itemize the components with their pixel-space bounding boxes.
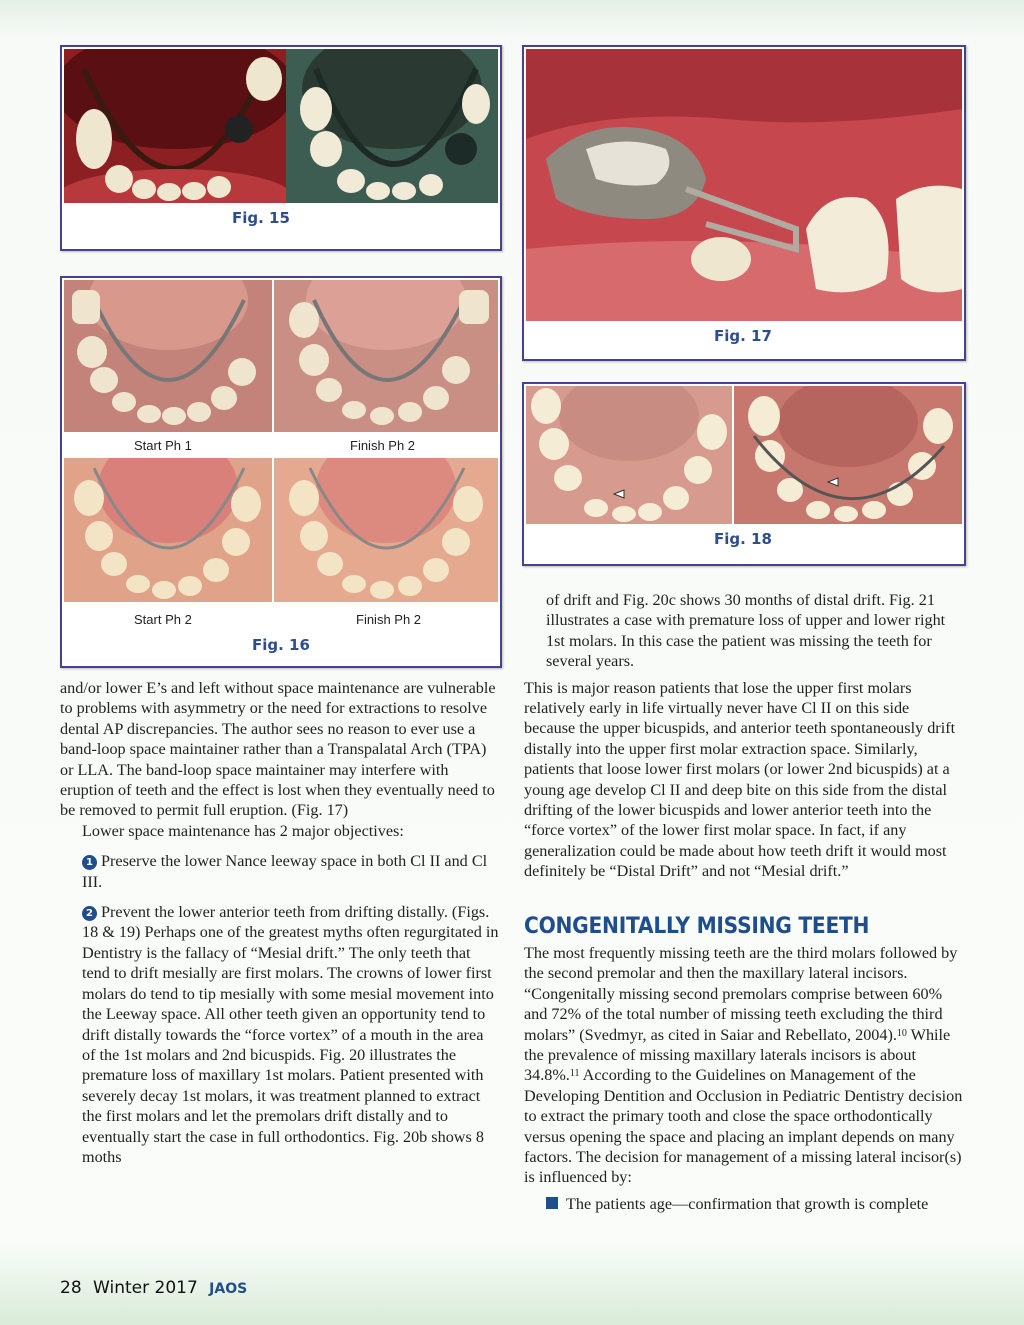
right-paragraph-2-text: This is major reason patients that lose the upper first molars relatively early in life virtually never have Cl II on this side because the upper bicuspids, and anterior teeth spontaneously drift distally into the upper first molar extraction space. Similarly, patients that loose lower first molars (or lower 2nd bicuspids) at a young age develop Cl II and deep bite on this side from the distal drifting of the lower bicuspids and lower anterior teeth into the “force vortex” of the lower first molar space. In fact, if any generalization could be made about how teeth drift it would most definitely be “Distal Drift” and not “Mesial drift.” <box>524 678 956 881</box>
right-paragraph-3b: While the prevalence of missing maxillary laterals incisors is about 34.8%. <box>524 1025 951 1085</box>
fig15-photo-left <box>64 49 286 203</box>
left-paragraph-1: and/or lower E’s and left without space maintenance are vulnerable to problems with asymmetry or the need for extractions to resolve dental AP discrepancies. The author sees no reason to ever use a band-loop space maintainer rather than a Transpalatal Arch (TPA) or LLA. The band-loop space maintainer may interfere with eruption of teeth and the effect is lost when they eventually need to be removed to permit full eruption. (Fig. 17) <box>60 679 496 820</box>
fig16-caption: Fig. 16 <box>252 636 310 654</box>
left-column <box>60 678 500 1167</box>
right-column-top <box>524 590 964 882</box>
number-1-icon: 1 <box>82 855 97 870</box>
page-number: 28 <box>60 1278 82 1298</box>
fig16-photo-finish-ph2-top <box>274 280 498 432</box>
bullet-item-1 <box>524 1194 964 1214</box>
right-paragraph-3c: According to the Guidelines on Management of the Developing Dentition and Occlusion in Pediatric Dentistry decision to extract the primary tooth and close the space orthodontically versus opening the space and placing an implant depends on many factors. The decision for management of a missing lateral incisor(s) is influenced by: <box>524 1066 963 1187</box>
fig18-photo-left <box>526 386 732 524</box>
right-paragraph-2 <box>524 678 964 882</box>
journal-name: JAOS <box>209 1281 248 1297</box>
reference-11: 11 <box>569 1068 580 1080</box>
objective-1 <box>60 851 500 892</box>
issue-label: Winter 2017 <box>93 1278 198 1298</box>
figure-16 <box>60 276 502 668</box>
objective-1-text: Preserve the lower Nance leeway space in both Cl II and Cl III. <box>82 852 488 891</box>
fig16-label-finish-ph2-bottom: Finish Ph 2 <box>356 612 422 627</box>
right-paragraph-1: of drift and Fig. 20c shows 30 months of distal drift. Fig. 21 illustrates a case with premature loss of upper and lower right 1st molars. In this case the patient was missing the teeth for several years. <box>546 591 946 671</box>
right-column-bottom <box>524 943 964 1214</box>
figure-18 <box>522 382 966 566</box>
fig18-caption: Fig. 18 <box>714 530 772 548</box>
page-footer <box>60 1278 247 1298</box>
fig17-photo <box>526 49 962 321</box>
objective-2-text: Prevent the lower anterior teeth from drifting distally. (Figs. 18 & 19) Perhaps one of the greatest myths often regurgitated in Dentistry is the fallacy of “Mesial drift.” The only teeth that tend to drift mesially are first molars. The crowns of lower first molars do tend to tip mesially with some mesial movement into the Leeway space. All other teeth given an opportunity tend to drift distally towards the “force vortex” of a mouth in the area of the 1st molars and 2nd bicuspids. Fig. 20 illustrates the premature loss of maxillary 1st molars. Patient presented with severely decay 1st molars, it was treatment planned to extract the first molars and let the premolars drift distally and to eventually start the case in full orthodontics. Fig. 20b shows 8 moths <box>82 903 499 1166</box>
fig17-caption: Fig. 17 <box>714 327 772 345</box>
right-paragraph-3 <box>524 943 964 1188</box>
fig16-label-start-ph1: Start Ph 1 <box>134 438 192 453</box>
fig16-label-start-ph2: Start Ph 2 <box>134 612 192 627</box>
fig15-caption: Fig. 15 <box>232 209 290 227</box>
left-paragraph-2: Lower space maintenance has 2 major objectives: <box>82 821 404 840</box>
fig18-photo-right <box>734 386 962 524</box>
bullet-item-1-text: The patients age—confirmation that growth is complete <box>566 1194 929 1213</box>
fig16-photo-finish-ph2-bottom <box>274 458 498 602</box>
reference-10: 10 <box>896 1027 907 1039</box>
square-bullet-icon <box>546 1197 558 1209</box>
fig15-photo-right <box>286 49 498 203</box>
figure-15 <box>60 45 502 251</box>
section-heading: CONGENITALLY MISSING TEETH <box>524 914 870 939</box>
fig16-label-finish-ph2-top: Finish Ph 2 <box>350 438 416 453</box>
fig16-photo-start-ph1 <box>64 280 272 432</box>
number-2-icon: 2 <box>82 906 97 921</box>
figure-17 <box>522 45 966 361</box>
right-paragraph-3a: The most frequently missing teeth are the third molars followed by the second premolar and then the maxillary lateral incisors. “Congenitally missing second premolars comprise between 60% and 72% of the total number of missing teeth excluding the third molars” (Svedmyr, as cited in Saiar and Rebellato, 2004). <box>524 944 958 1044</box>
fig16-photo-start-ph2 <box>64 458 272 602</box>
objective-2 <box>60 902 500 1167</box>
